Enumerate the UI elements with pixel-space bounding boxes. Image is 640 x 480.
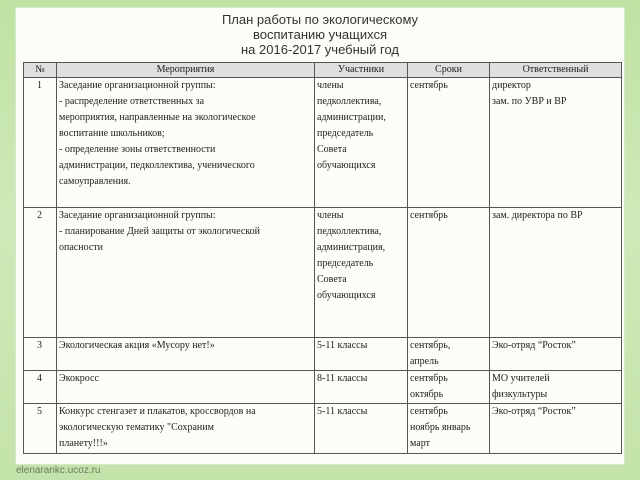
table-row [24,338,622,371]
responsible-cell [490,338,622,371]
participants-cell-line: администрации, [317,112,386,123]
dates-cell-line: октябрь [410,389,444,400]
table-row [24,208,622,338]
event-cell-line: воспитание школьников; [59,128,165,139]
event-cell-line: - распределение ответственных за [59,96,205,107]
responsible-cell-line: Эко-отряд “Росток” [492,340,576,351]
responsible-cell-line: физкультуры [492,389,548,400]
row-number-cell: 5 [24,404,57,454]
dates-cell-line: сентябрь [410,210,448,221]
responsible-cell [490,371,622,404]
dates-cell-line: сентябрь [410,80,448,91]
table-body [24,78,622,454]
header-participants: Участники [315,63,408,78]
row-number-cell: 1 [24,78,57,208]
event-cell-line: Экокросс [59,373,99,384]
participants-cell-line: 5-11 классы [317,406,368,417]
title-line-3: на 2016-2017 учебный год [241,42,399,57]
site-watermark: elenarankc.ucoz.ru [16,465,101,476]
dates-cell-line: сентябрь [410,373,448,384]
event-cell-line: - определение зоны ответственности [59,144,216,155]
event-cell-line: самоуправления. [59,176,131,187]
row-number-cell: 4 [24,371,57,404]
responsible-cell-line: зам. директора по ВР [492,210,583,221]
participants-cell-line: обучающихся [317,160,376,171]
responsible-cell [490,78,622,208]
participants-cell-line: 5-11 классы [317,340,368,351]
participants-cell-line: Совета [317,144,347,155]
dates-cell-line: апрель [410,356,439,367]
event-cell-line: - планирование Дней защиты от экологической [59,226,261,237]
page-title [16,12,624,57]
header-events: Мероприятия [57,63,315,78]
participants-cell-line: администрация, [317,242,386,253]
participants-cell-line: члены [317,210,344,221]
participants-cell [315,371,408,404]
event-cell-line: Заседание организационной группы: [59,210,216,221]
responsible-cell-line: директор [492,80,531,91]
header-responsible: Ответственный [490,63,622,78]
header-number: № [24,63,57,78]
plan-table [23,62,622,454]
participants-cell-line: 8-11 классы [317,373,368,384]
dates-cell-line: сентябрь, [410,340,451,351]
participants-cell-line: председатель [317,258,374,269]
header-dates: Сроки [408,63,490,78]
event-cell-line: администрации, педколлектива, ученического [59,160,255,171]
responsible-cell-line: зам. по УВР и ВР [492,96,567,107]
title-line-2: воспитанию учащихся [253,27,387,42]
event-cell [57,78,315,208]
participants-cell [315,208,408,338]
table-header-row [24,63,622,78]
event-cell-line: мероприятия, направленные на экологическое [59,112,256,123]
participants-cell-line: педколлектива, [317,96,382,107]
event-cell-line: экологическую тематику "Сохраним [59,422,214,433]
responsible-cell [490,404,622,454]
dates-cell-line: ноябрь январь [410,422,471,433]
dates-cell [408,371,490,404]
table-row [24,404,622,454]
event-cell [57,371,315,404]
responsible-cell [490,208,622,338]
dates-cell-line: сентябрь [410,406,448,417]
event-cell-line: Конкурс стенгазет и плакатов, кроссвордов на [59,406,256,417]
dates-cell [408,78,490,208]
participants-cell-line: педколлектива, [317,226,382,237]
participants-cell [315,338,408,371]
event-cell [57,338,315,371]
slide-frame [16,8,624,464]
dates-cell [408,208,490,338]
event-cell [57,404,315,454]
event-cell-line: опасности [59,242,103,253]
event-cell-line: планету!!!» [59,438,108,449]
participants-cell [315,404,408,454]
responsible-cell-line: Эко-отряд “Росток” [492,406,576,417]
dates-cell [408,404,490,454]
event-cell-line: Экологическая акция «Мусору нет!» [59,340,215,351]
row-number-cell: 3 [24,338,57,371]
participants-cell-line: члены [317,80,344,91]
participants-cell-line: Совета [317,274,347,285]
event-cell [57,208,315,338]
table-row [24,78,622,208]
title-line-1: План работы по экологическому [221,12,419,27]
participants-cell [315,78,408,208]
participants-cell-line: председатель [317,128,374,139]
event-cell-line: Заседание организационной группы: [59,80,216,91]
table-row [24,371,622,404]
dates-cell [408,338,490,371]
participants-cell-line: обучающихся [317,290,376,301]
row-number-cell: 2 [24,208,57,338]
dates-cell-line: март [410,438,430,449]
responsible-cell-line: МО учителей [492,373,550,384]
